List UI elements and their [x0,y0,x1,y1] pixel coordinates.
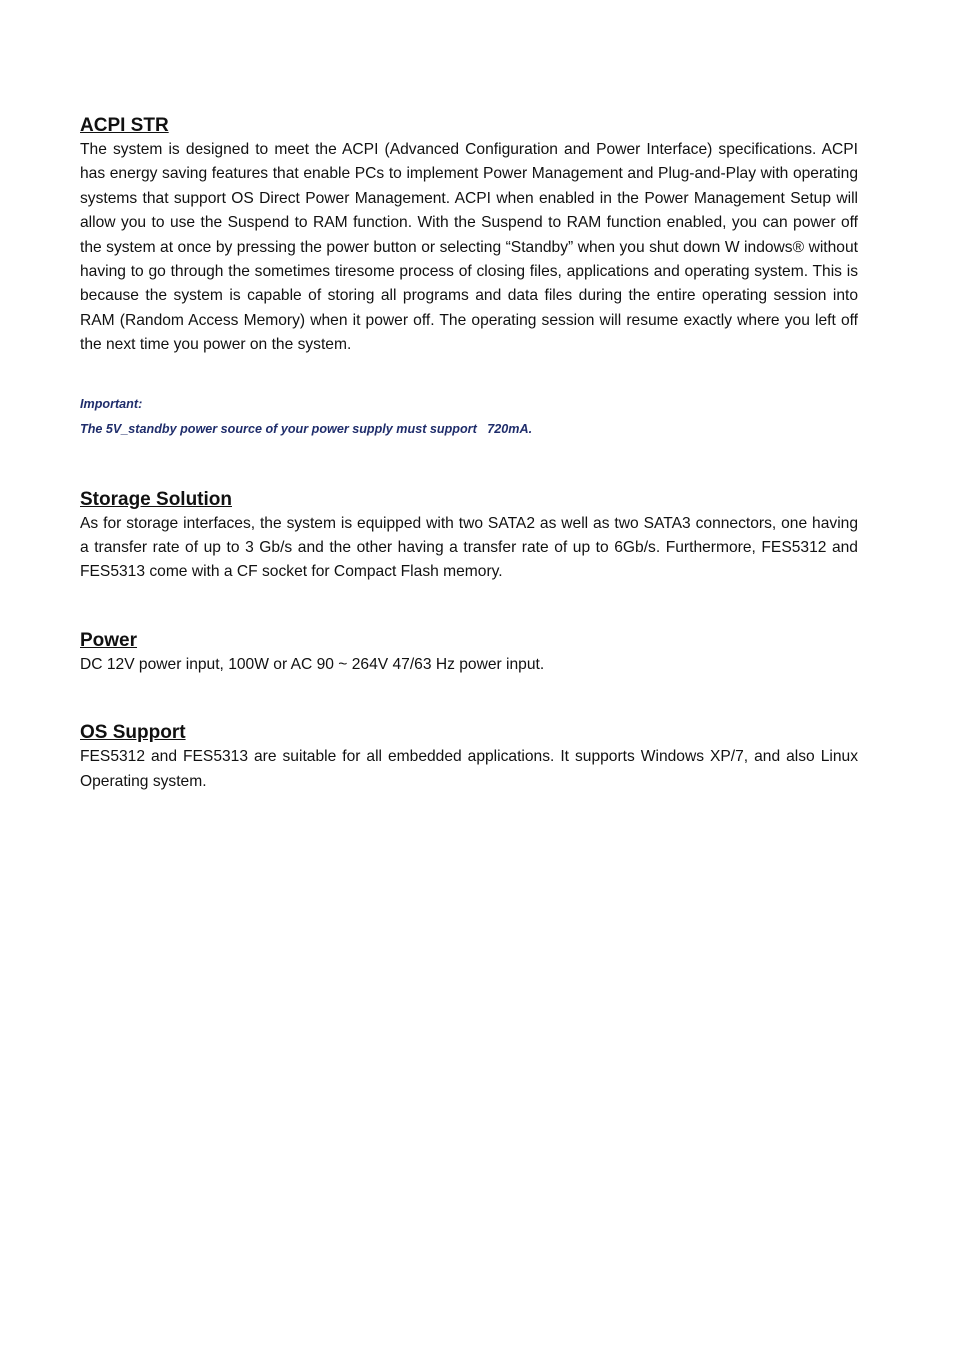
document-page [80,114,858,794]
power-body: DC 12V power input, 100W or AC 90 ~ 264V 47/63 Hz power input. [80,655,545,673]
storage-body: As for storage interfaces, the system is equipped with two SATA2 as well as two SATA3 connectors, one having a transfer rate of up to 3 Gb/s and the other having a transfer rate of up to 6Gb/s. Furthermore, FES5312 and FES5313 come with a CF socket for Compact Flash memory. [80,514,858,581]
storage-heading: Storage Solution [80,488,232,510]
acpi-section [80,114,858,358]
important-note [80,392,858,442]
important-label: Important: [80,396,143,411]
os-heading: OS Support [80,722,186,744]
os-section [80,721,858,794]
power-section [80,629,858,677]
os-body: FES5312 and FES5313 are suitable for all embedded applications. It supports Windows XP/7, and also Linux Operating system. [80,748,858,790]
power-heading: Power [80,629,138,651]
storage-section [80,488,858,585]
acpi-heading: ACPI STR [80,115,169,136]
important-text: The 5V_standby power source of your power supply must support 720mA. [80,421,533,436]
acpi-body: The system is designed to meet the ACPI (Advanced Configuration and Power Interface) specifications. ACPI has energy saving features that enable PCs to implement Power Management and Plug-and-Play with operating systems that support OS Direct Power Management. ACPI when enabled in the Power Management Setup will allow you to use the Suspend to RAM function. With the Suspend to RAM function enabled, you can power off the system at once by pressing the power button or selecting “Standby” when you shut down W indows® without having to go through the sometimes tiresome process of closing files, applications and operating system. This is because the system is capable of storing all programs and data files during the entire operating session into RAM (Random Access Memory) when it power off. The operating session will resume exactly where you left off the next time you power on the system. [80,141,858,354]
